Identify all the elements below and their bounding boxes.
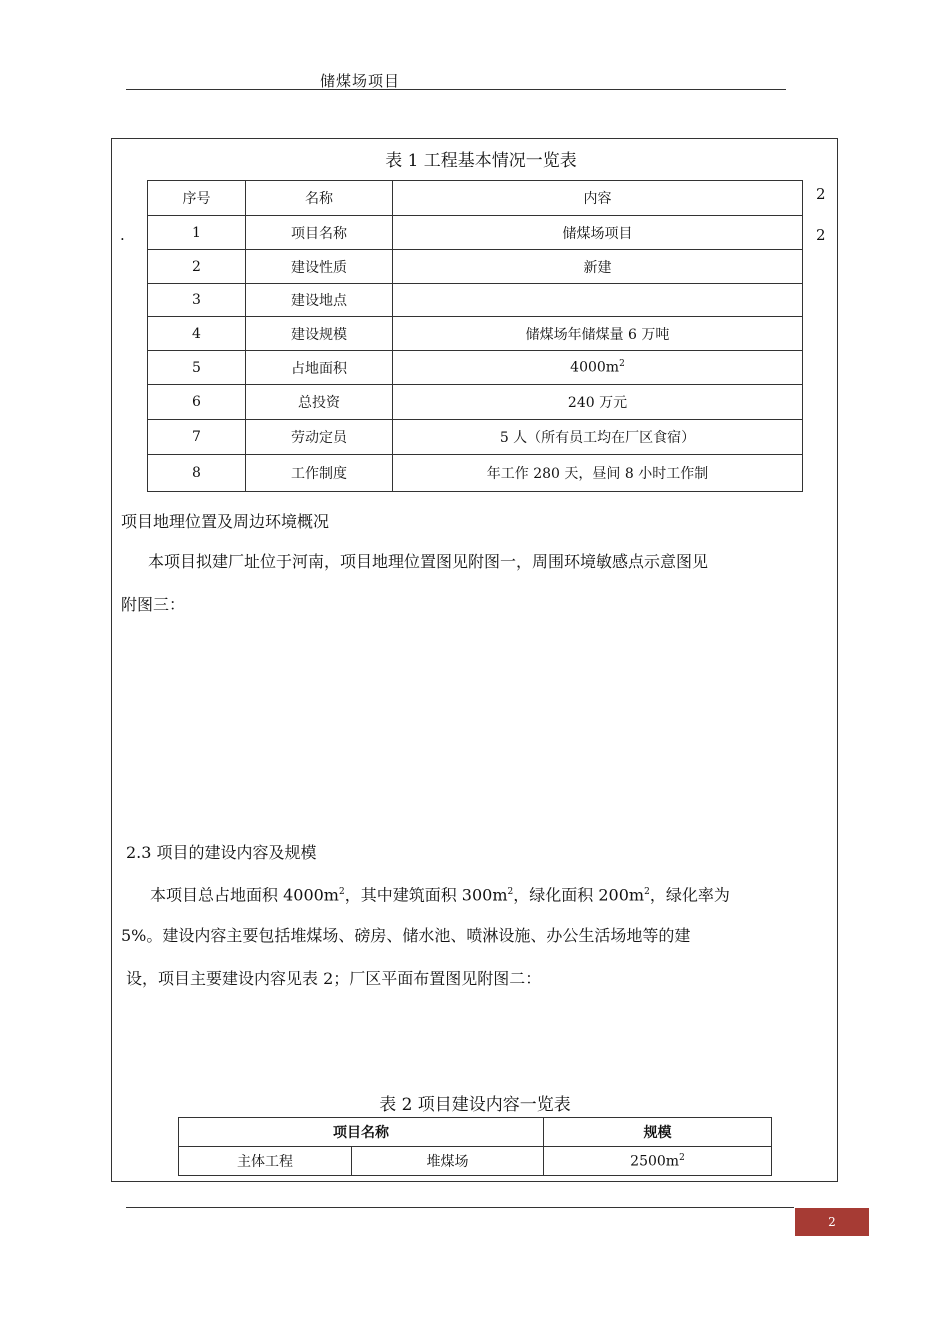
cell-no: 7 [148, 420, 246, 455]
cell-no: 8 [148, 455, 246, 492]
table-row [148, 216, 803, 250]
side-mark-top: 2 [816, 185, 826, 203]
cell-name: 项目名称 [246, 216, 393, 250]
section-23-line3: 设，项目主要建设内容见表 2；厂区平面布置图见附图二： [126, 969, 542, 988]
table-row [148, 385, 803, 420]
cell-no: 3 [148, 284, 246, 317]
cell-no: 1 [148, 216, 246, 250]
table1 [147, 180, 803, 492]
cell-no: 5 [148, 351, 246, 385]
table1-header-row [148, 181, 803, 216]
cell-content: 储煤场项目 [393, 216, 803, 250]
table-row [148, 284, 803, 317]
section-23-heading: 2.3 项目的建设内容及规模 [126, 843, 317, 862]
table1-title: 表 1 工程基本情况一览表 [385, 151, 577, 171]
cell-name: 总投资 [246, 385, 393, 420]
header-title: 储煤场项目 [320, 72, 401, 90]
table1-header-no: 序号 [148, 181, 246, 216]
table-row [148, 317, 803, 351]
table-row [179, 1147, 772, 1176]
cell-no: 6 [148, 385, 246, 420]
footer-divider [126, 1207, 794, 1208]
cell-name: 建设地点 [246, 284, 393, 317]
section-location-line1: 本项目拟建厂址位于河南，项目地理位置图见附图一，周围环境敏感点示意图见 [148, 552, 709, 571]
table2 [178, 1117, 772, 1176]
cell-content: 240 万元 [393, 385, 803, 420]
table1-header-content: 内容 [393, 181, 803, 216]
section-location-line2: 附图三： [121, 595, 186, 614]
cell-name: 建设性质 [246, 250, 393, 284]
table2-header-scale: 规模 [544, 1118, 772, 1147]
side-mark-mid: 2 [816, 226, 826, 244]
header-divider [126, 89, 786, 90]
cell-content: 5 人（所有员工均在厂区食宿） [393, 420, 803, 455]
table2-cell-scale: $2500m^2$ [544, 1147, 772, 1176]
section-23-line1: 本项目总占地面积 $4000m^2$，其中建筑面积 $300m^2$，绿化面积 $200m^2$，绿化率为 [150, 885, 730, 905]
cell-content: 新建 [393, 250, 803, 284]
cell-name: 建设规模 [246, 317, 393, 351]
cell-content: $4000m^2$ [393, 351, 803, 385]
cell-name: 工作制度 [246, 455, 393, 492]
cell-name: 占地面积 [246, 351, 393, 385]
table-row [148, 420, 803, 455]
table-row [148, 351, 803, 385]
page-number: 2 [795, 1208, 869, 1236]
cell-content: 年工作 280 天，昼间 8 小时工作制 [393, 455, 803, 492]
table2-title: 表 2 项目建设内容一览表 [379, 1095, 571, 1115]
cell-name: 劳动定员 [246, 420, 393, 455]
section-23-line2: 5%。建设内容主要包括堆煤场、磅房、储水池、喷淋设施、办公生活场地等的建 [121, 926, 691, 945]
table-row [148, 250, 803, 284]
table2-cell-item: 堆煤场 [352, 1147, 544, 1176]
cell-no: 4 [148, 317, 246, 351]
side-mark-dot: . [120, 226, 125, 244]
table2-cell-category: 主体工程 [179, 1147, 352, 1176]
table2-header-name: 项目名称 [179, 1118, 544, 1147]
cell-no: 2 [148, 250, 246, 284]
table1-header-name: 名称 [246, 181, 393, 216]
table-row [148, 455, 803, 492]
table2-header-row [179, 1118, 772, 1147]
cell-content [393, 284, 803, 317]
section-location-heading: 项目地理位置及周边环境概况 [121, 512, 330, 531]
cell-content: 储煤场年储煤量 6 万吨 [393, 317, 803, 351]
